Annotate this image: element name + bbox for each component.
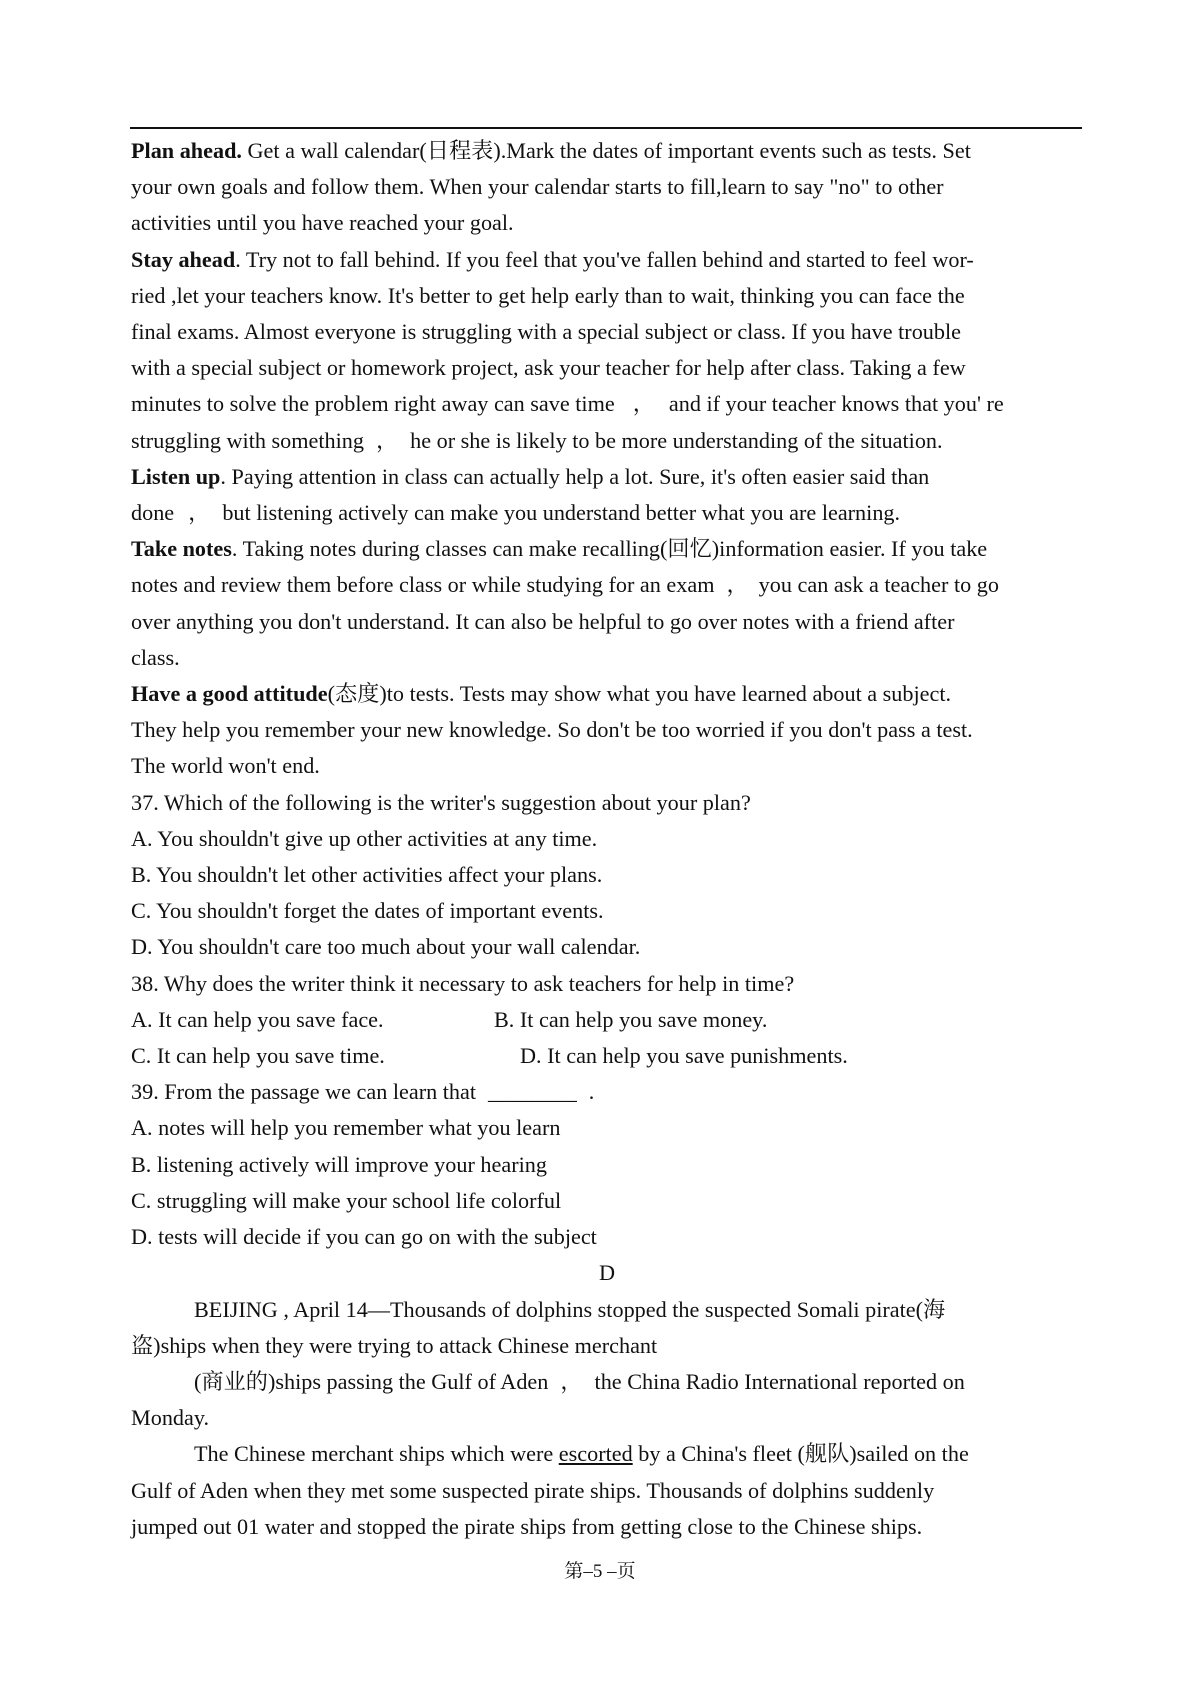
option-c: C. struggling will make your school life colorful bbox=[131, 1187, 562, 1213]
text-line: minutes to solve the problem right away can save time bbox=[131, 391, 615, 417]
heading-plan-ahead: Plan ahead. bbox=[131, 138, 242, 163]
question-37 bbox=[131, 785, 1083, 966]
option-c: C. It can help you save time. bbox=[131, 1043, 385, 1069]
underlined-word: escorted bbox=[558, 1441, 633, 1467]
passage-letter: D bbox=[598, 1260, 616, 1286]
text-line: 盗)ships when they were trying to attack Chinese merchant bbox=[131, 1332, 658, 1358]
paragraph-d2 bbox=[131, 1436, 1083, 1545]
text-line: but listening actively can make you understand better what you are learning. bbox=[222, 500, 901, 526]
text-line: your own goals and follow them. When your calendar starts to fill,learn to say "no" to other bbox=[131, 174, 944, 200]
text-line: struggling with something bbox=[131, 427, 364, 453]
option-b: B. listening actively will improve your hearing bbox=[131, 1151, 547, 1177]
text-line: jumped out 01 water and stopped the pirate ships from getting close to the Chinese ships. bbox=[131, 1513, 923, 1539]
text-line: by a China's fleet (舰队)sailed on the bbox=[632, 1441, 969, 1467]
comma: ， bbox=[375, 427, 399, 453]
text-line: . Paying attention in class can actually help a lot. Sure, it's often easier said than bbox=[220, 463, 930, 489]
top-rule bbox=[130, 127, 1082, 129]
heading-stay-ahead: Stay ahead bbox=[131, 246, 236, 272]
option-b: B. It can help you save money. bbox=[494, 1006, 768, 1032]
text-line: . Taking notes during classes can make recalling(回忆)information easier. If you take bbox=[231, 536, 988, 562]
option-b: B. You shouldn't let other activities affect your plans. bbox=[131, 862, 603, 888]
text-line: (商业的)ships passing the Gulf of Aden bbox=[194, 1368, 549, 1394]
heading-take-notes: Take notes bbox=[131, 536, 232, 562]
question-39 bbox=[131, 1074, 1083, 1255]
text-line: The world won't end. bbox=[131, 753, 320, 779]
text-line: Gulf of Aden when they met some suspected pirate ships. Thousands of dolphins suddenly bbox=[131, 1477, 935, 1503]
stem-end: . bbox=[588, 1079, 595, 1105]
text-line: over anything you don't understand. It can also be helpful to go over notes with a friend after bbox=[131, 608, 955, 634]
question-stem: 39. From the passage we can learn that bbox=[131, 1079, 477, 1105]
text-line: notes and review them before class or while studying for an exam bbox=[131, 572, 715, 598]
heading-good-attitude: Have a good attitude bbox=[131, 681, 328, 707]
page-number: 第–5 –页 bbox=[564, 1561, 636, 1582]
question-stem: 37. Which of the following is the writer's suggestion about your plan? bbox=[131, 789, 751, 815]
option-c: C. You shouldn't forget the dates of important events. bbox=[131, 898, 604, 924]
paragraph-take-notes bbox=[131, 531, 1083, 676]
text-line: BEIJING , April 14—Thousands of dolphins stopped the suspected Somali pirate(海 bbox=[194, 1296, 946, 1322]
text-line: Get a wall calendar(日程表).Mark the dates of important events such as tests. Set bbox=[241, 138, 971, 163]
text-line: with a special subject or homework project, ask your teacher for help after class. Taking a few bbox=[131, 355, 966, 381]
answer-blank: ________ bbox=[488, 1079, 577, 1105]
comma: ， bbox=[726, 572, 749, 598]
text-line: done bbox=[131, 500, 175, 526]
text-line: They help you remember your new knowledge. So don't be too worried if you don't pass a test. bbox=[131, 717, 973, 743]
text-line: class. bbox=[131, 644, 180, 670]
text-line: the China Radio International reported on bbox=[594, 1368, 965, 1394]
paragraph-d1 bbox=[131, 1292, 1083, 1437]
question-stem: 38. Why does the writer think it necessary to ask teachers for help in time? bbox=[131, 970, 795, 996]
paragraph-good-attitude bbox=[131, 676, 1083, 785]
text-line: . Try not to fall behind. If you feel that you've fallen behind and started to feel wor- bbox=[235, 246, 974, 272]
comma: ， bbox=[632, 391, 655, 417]
option-d: D. tests will decide if you can go on with the subject bbox=[131, 1224, 597, 1250]
paragraph-stay-ahead bbox=[131, 242, 1083, 459]
document-page bbox=[131, 133, 1083, 1545]
paragraph-listen-up bbox=[131, 459, 1083, 531]
option-d: D. It can help you save punishments. bbox=[520, 1043, 848, 1069]
question-38 bbox=[131, 966, 1083, 1075]
comma: ， bbox=[560, 1368, 583, 1394]
text-line: ried ,let your teachers know. It's better to get help early than to wait, thinking you can face the bbox=[131, 282, 965, 308]
heading-listen-up: Listen up bbox=[131, 463, 221, 489]
comma: ， bbox=[188, 500, 211, 526]
text-line: you can ask a teacher to go bbox=[758, 572, 999, 598]
text-line: he or she is likely to be more understanding of the situation. bbox=[410, 427, 943, 453]
option-d: D. You shouldn't care too much about your wall calendar. bbox=[131, 934, 641, 960]
text-line: final exams. Almost everyone is struggling with a special subject or class. If you have trouble bbox=[131, 319, 961, 345]
text-line: (态度)to tests. Tests may show what you have learned about a subject. bbox=[327, 681, 952, 707]
text-line: The Chinese merchant ships which were bbox=[194, 1441, 559, 1467]
option-a: A. notes will help you remember what you learn bbox=[131, 1115, 561, 1141]
text-line: and if your teacher knows that you' re bbox=[668, 391, 1004, 417]
option-a: A. It can help you save face. bbox=[131, 1006, 384, 1032]
paragraph-plan-ahead bbox=[131, 133, 1083, 242]
option-a: A. You shouldn't give up other activities at any time. bbox=[131, 825, 598, 851]
text-line: activities until you have reached your goal. bbox=[131, 210, 514, 236]
text-line: Monday. bbox=[131, 1405, 210, 1431]
